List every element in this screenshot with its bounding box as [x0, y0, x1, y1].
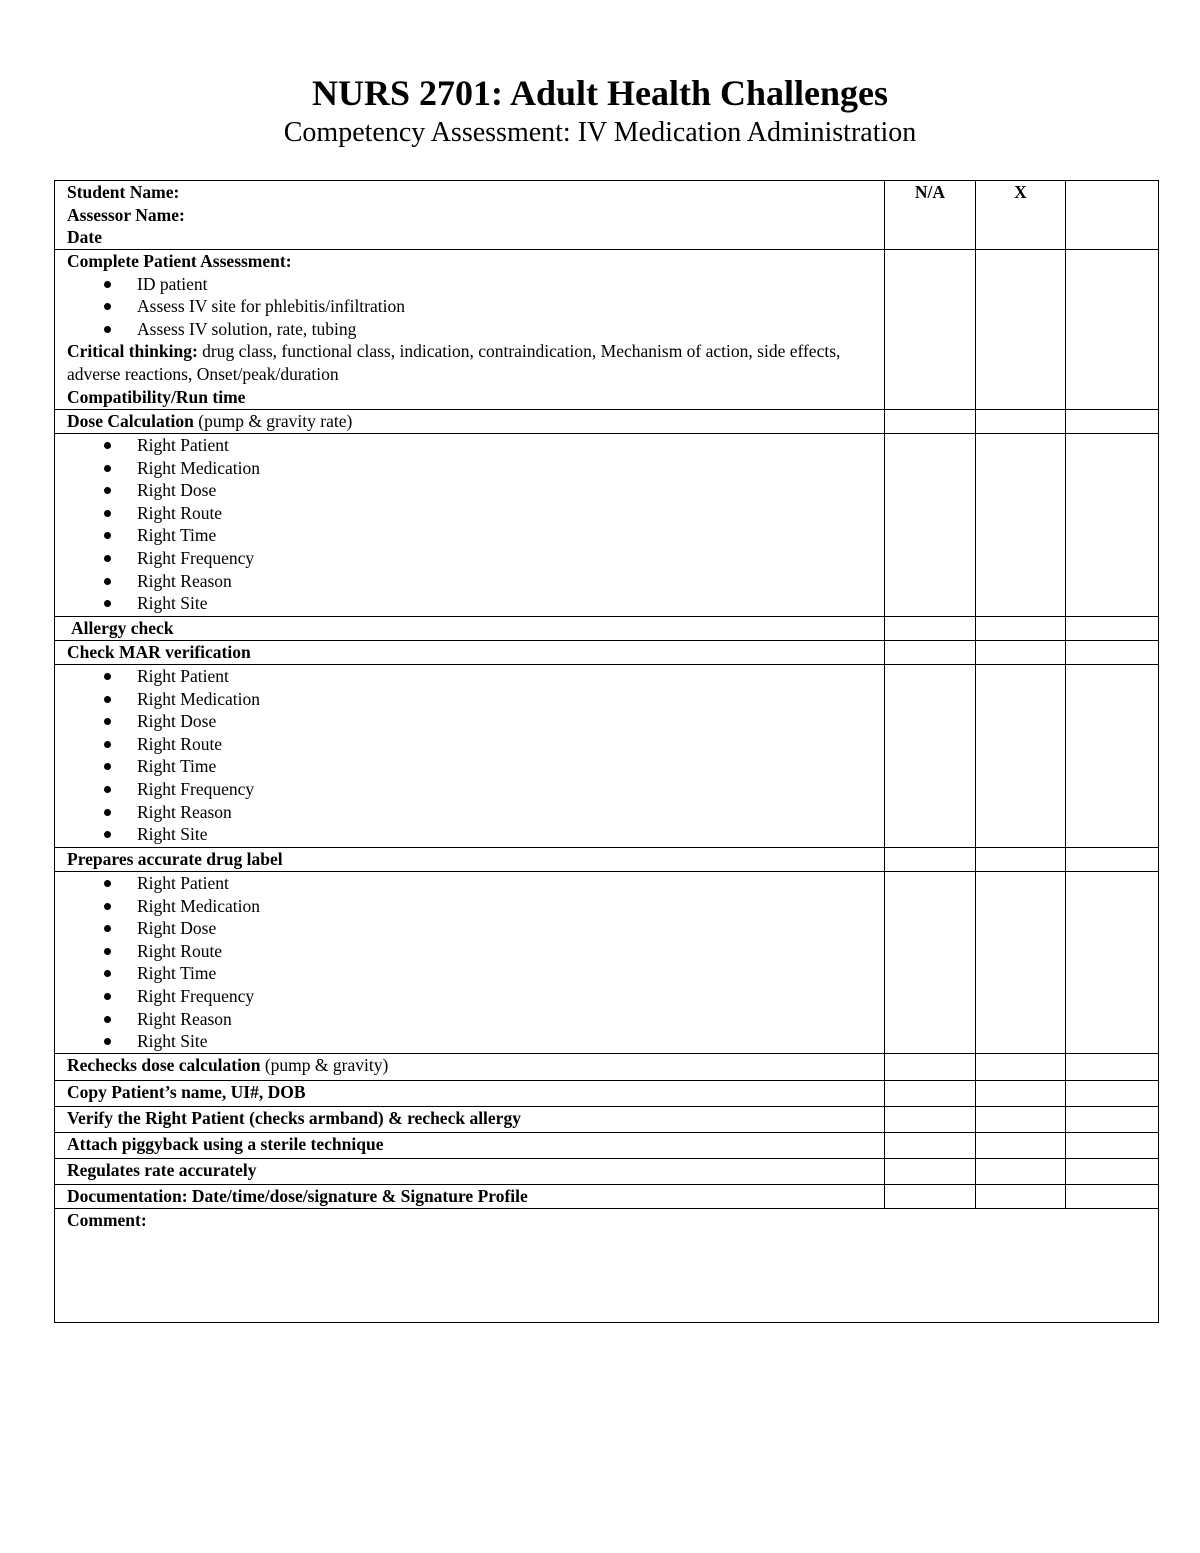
list-item: Assess IV solution, rate, tubing [67, 318, 884, 341]
list-item: ID patient [67, 273, 884, 296]
comment-row [55, 1209, 1159, 1323]
check-cell-na[interactable] [885, 1107, 976, 1133]
check-cell-x[interactable] [976, 848, 1066, 872]
step-row [55, 1133, 1159, 1159]
allergy-check-label: Allergy check [71, 618, 174, 638]
info-cell [55, 181, 885, 250]
step-cell [55, 1159, 885, 1185]
check-cell-x[interactable] [976, 1133, 1066, 1159]
info-row [55, 181, 1159, 250]
check-cell-na[interactable] [885, 1133, 976, 1159]
list-item: Right Time [67, 524, 884, 547]
check-cell-x[interactable] [976, 1159, 1066, 1185]
step-row [55, 1081, 1159, 1107]
allergy-check-cell [55, 617, 885, 641]
step-row [55, 1185, 1159, 1209]
dose-calculation-note: (pump & gravity rate) [193, 411, 353, 431]
check-cell-x[interactable] [976, 1185, 1066, 1209]
list-item: Right Patient [67, 665, 884, 688]
list-item: Assess IV site for phlebitis/infiltration [67, 295, 884, 318]
check-cell-na[interactable] [885, 641, 976, 665]
list-item: Right Route [67, 502, 884, 525]
list-item: Right Medication [67, 457, 884, 480]
list-item: Right Patient [67, 872, 884, 895]
list-item: Right Route [67, 940, 884, 963]
check-cell-extra[interactable] [1066, 250, 1159, 410]
list-item: Right Reason [67, 1008, 884, 1031]
mar-rights-list [67, 665, 884, 846]
check-cell-x[interactable] [976, 641, 1066, 665]
list-item: Right Frequency [67, 778, 884, 801]
check-cell-x[interactable] [976, 665, 1066, 848]
compatibility-label: Compatibility/Run time [67, 386, 246, 407]
check-cell-x[interactable] [976, 410, 1066, 434]
mar-verification-cell [55, 641, 885, 665]
mar-verification-row [55, 641, 1159, 665]
list-item: Right Frequency [67, 985, 884, 1008]
list-item: Right Time [67, 962, 884, 985]
check-cell-na[interactable] [885, 665, 976, 848]
check-cell-x[interactable] [976, 617, 1066, 641]
page-subtitle: Competency Assessment: IV Medication Administration [283, 117, 917, 148]
drug-label-rights-cell [55, 872, 885, 1054]
check-cell-x[interactable] [976, 1054, 1066, 1081]
check-cell-extra[interactable] [1066, 872, 1159, 1054]
date-label: Date [67, 227, 102, 248]
student-name-label: Student Name: [67, 182, 180, 202]
step-cell [55, 1081, 885, 1107]
dose-rights-cell [55, 434, 885, 617]
step-cell [55, 1185, 885, 1209]
mar-rights-cell [55, 665, 885, 848]
step-label: Copy Patient’s name, UI#, DOB [67, 1082, 306, 1102]
check-cell-na[interactable] [885, 1054, 976, 1081]
check-cell-extra[interactable] [1066, 1185, 1159, 1209]
list-item: Right Medication [67, 688, 884, 711]
list-item: Right Dose [67, 917, 884, 940]
list-item: Right Reason [67, 801, 884, 824]
check-cell-x[interactable] [976, 1107, 1066, 1133]
check-cell-extra[interactable] [1066, 1107, 1159, 1133]
check-cell-extra[interactable] [1066, 1133, 1159, 1159]
drug-label-cell [55, 848, 885, 872]
step-label: Documentation: Date/time/dose/signature & Signature Profile [67, 1186, 528, 1206]
check-cell-extra[interactable] [1066, 641, 1159, 665]
check-cell-na[interactable] [885, 617, 976, 641]
check-cell-extra[interactable] [1066, 1159, 1159, 1185]
check-cell-extra[interactable] [1066, 1054, 1159, 1081]
critical-thinking-label: Critical thinking: [67, 341, 198, 362]
list-item: Right Time [67, 755, 884, 778]
critical-thinking-body: drug class, functional class, indication, contraindication, Mechanism of action, side effects, adverse reactions, Onset/peak/duration [67, 341, 841, 384]
drug-label-heading: Prepares accurate drug label [67, 849, 283, 869]
drug-label-rights-list [67, 872, 884, 1053]
step-cell [55, 1107, 885, 1133]
allergy-check-row [55, 617, 1159, 641]
step-label: Regulates rate accurately [67, 1160, 257, 1180]
check-cell-x[interactable] [976, 434, 1066, 617]
list-item: Right Site [67, 823, 884, 846]
comment-cell[interactable] [55, 1209, 1159, 1323]
check-cell-extra[interactable] [1066, 617, 1159, 641]
mar-verification-label: Check MAR verification [67, 642, 251, 662]
critical-thinking-text [67, 340, 884, 385]
check-cell-na[interactable] [885, 1159, 976, 1185]
header-x: X [976, 181, 1066, 250]
assessor-name-label: Assessor Name: [67, 204, 185, 225]
patient-assessment-row [55, 250, 1159, 410]
comment-label: Comment: [67, 1210, 147, 1230]
list-item: Right Route [67, 733, 884, 756]
list-item: Right Dose [67, 479, 884, 502]
recheck-dose-label: Rechecks dose calculation [67, 1055, 261, 1075]
header-na: N/A [885, 181, 976, 250]
page-title: NURS 2701: Adult Health Challenges [311, 73, 889, 113]
dose-calculation-cell [55, 410, 885, 434]
check-cell-na[interactable] [885, 434, 976, 617]
dose-calculation-row [55, 410, 1159, 434]
dose-rights-list [67, 434, 884, 615]
check-cell-extra[interactable] [1066, 848, 1159, 872]
recheck-dose-note: (pump & gravity) [260, 1055, 389, 1075]
list-item: Right Site [67, 1030, 884, 1053]
check-cell-x[interactable] [976, 250, 1066, 410]
check-cell-na[interactable] [885, 1081, 976, 1107]
step-row [55, 1107, 1159, 1133]
check-cell-na[interactable] [885, 1185, 976, 1209]
check-cell-extra[interactable] [1066, 665, 1159, 848]
recheck-dose-cell [55, 1054, 885, 1081]
patient-assessment-heading: Complete Patient Assessment: [67, 251, 292, 271]
check-cell-x[interactable] [976, 1081, 1066, 1107]
drug-label-rights-row [55, 872, 1159, 1054]
header-third[interactable] [1066, 181, 1159, 250]
list-item: Right Reason [67, 570, 884, 593]
patient-assessment-cell [55, 250, 885, 410]
patient-assessment-list [67, 273, 884, 341]
step-cell [55, 1133, 885, 1159]
recheck-dose-row [55, 1054, 1159, 1081]
step-label: Attach piggyback using a sterile technique [67, 1134, 384, 1154]
step-row [55, 1159, 1159, 1185]
list-item: Right Dose [67, 710, 884, 733]
list-item: Right Medication [67, 895, 884, 918]
step-label: Verify the Right Patient (checks armband) & recheck allergy [67, 1108, 521, 1128]
drug-label-row [55, 848, 1159, 872]
competency-checklist-table [54, 180, 1159, 1323]
list-item: Right Patient [67, 434, 884, 457]
check-cell-na[interactable] [885, 872, 976, 1054]
check-cell-na[interactable] [885, 848, 976, 872]
mar-rights-row [55, 665, 1159, 848]
dose-calculation-label: Dose Calculation [67, 411, 194, 431]
list-item: Right Site [67, 592, 884, 615]
check-cell-na[interactable] [885, 410, 976, 434]
check-cell-extra[interactable] [1066, 1081, 1159, 1107]
list-item: Right Frequency [67, 547, 884, 570]
check-cell-x[interactable] [976, 872, 1066, 1054]
check-cell-na[interactable] [885, 250, 976, 410]
check-cell-extra[interactable] [1066, 434, 1159, 617]
dose-rights-row [55, 434, 1159, 617]
check-cell-extra[interactable] [1066, 410, 1159, 434]
